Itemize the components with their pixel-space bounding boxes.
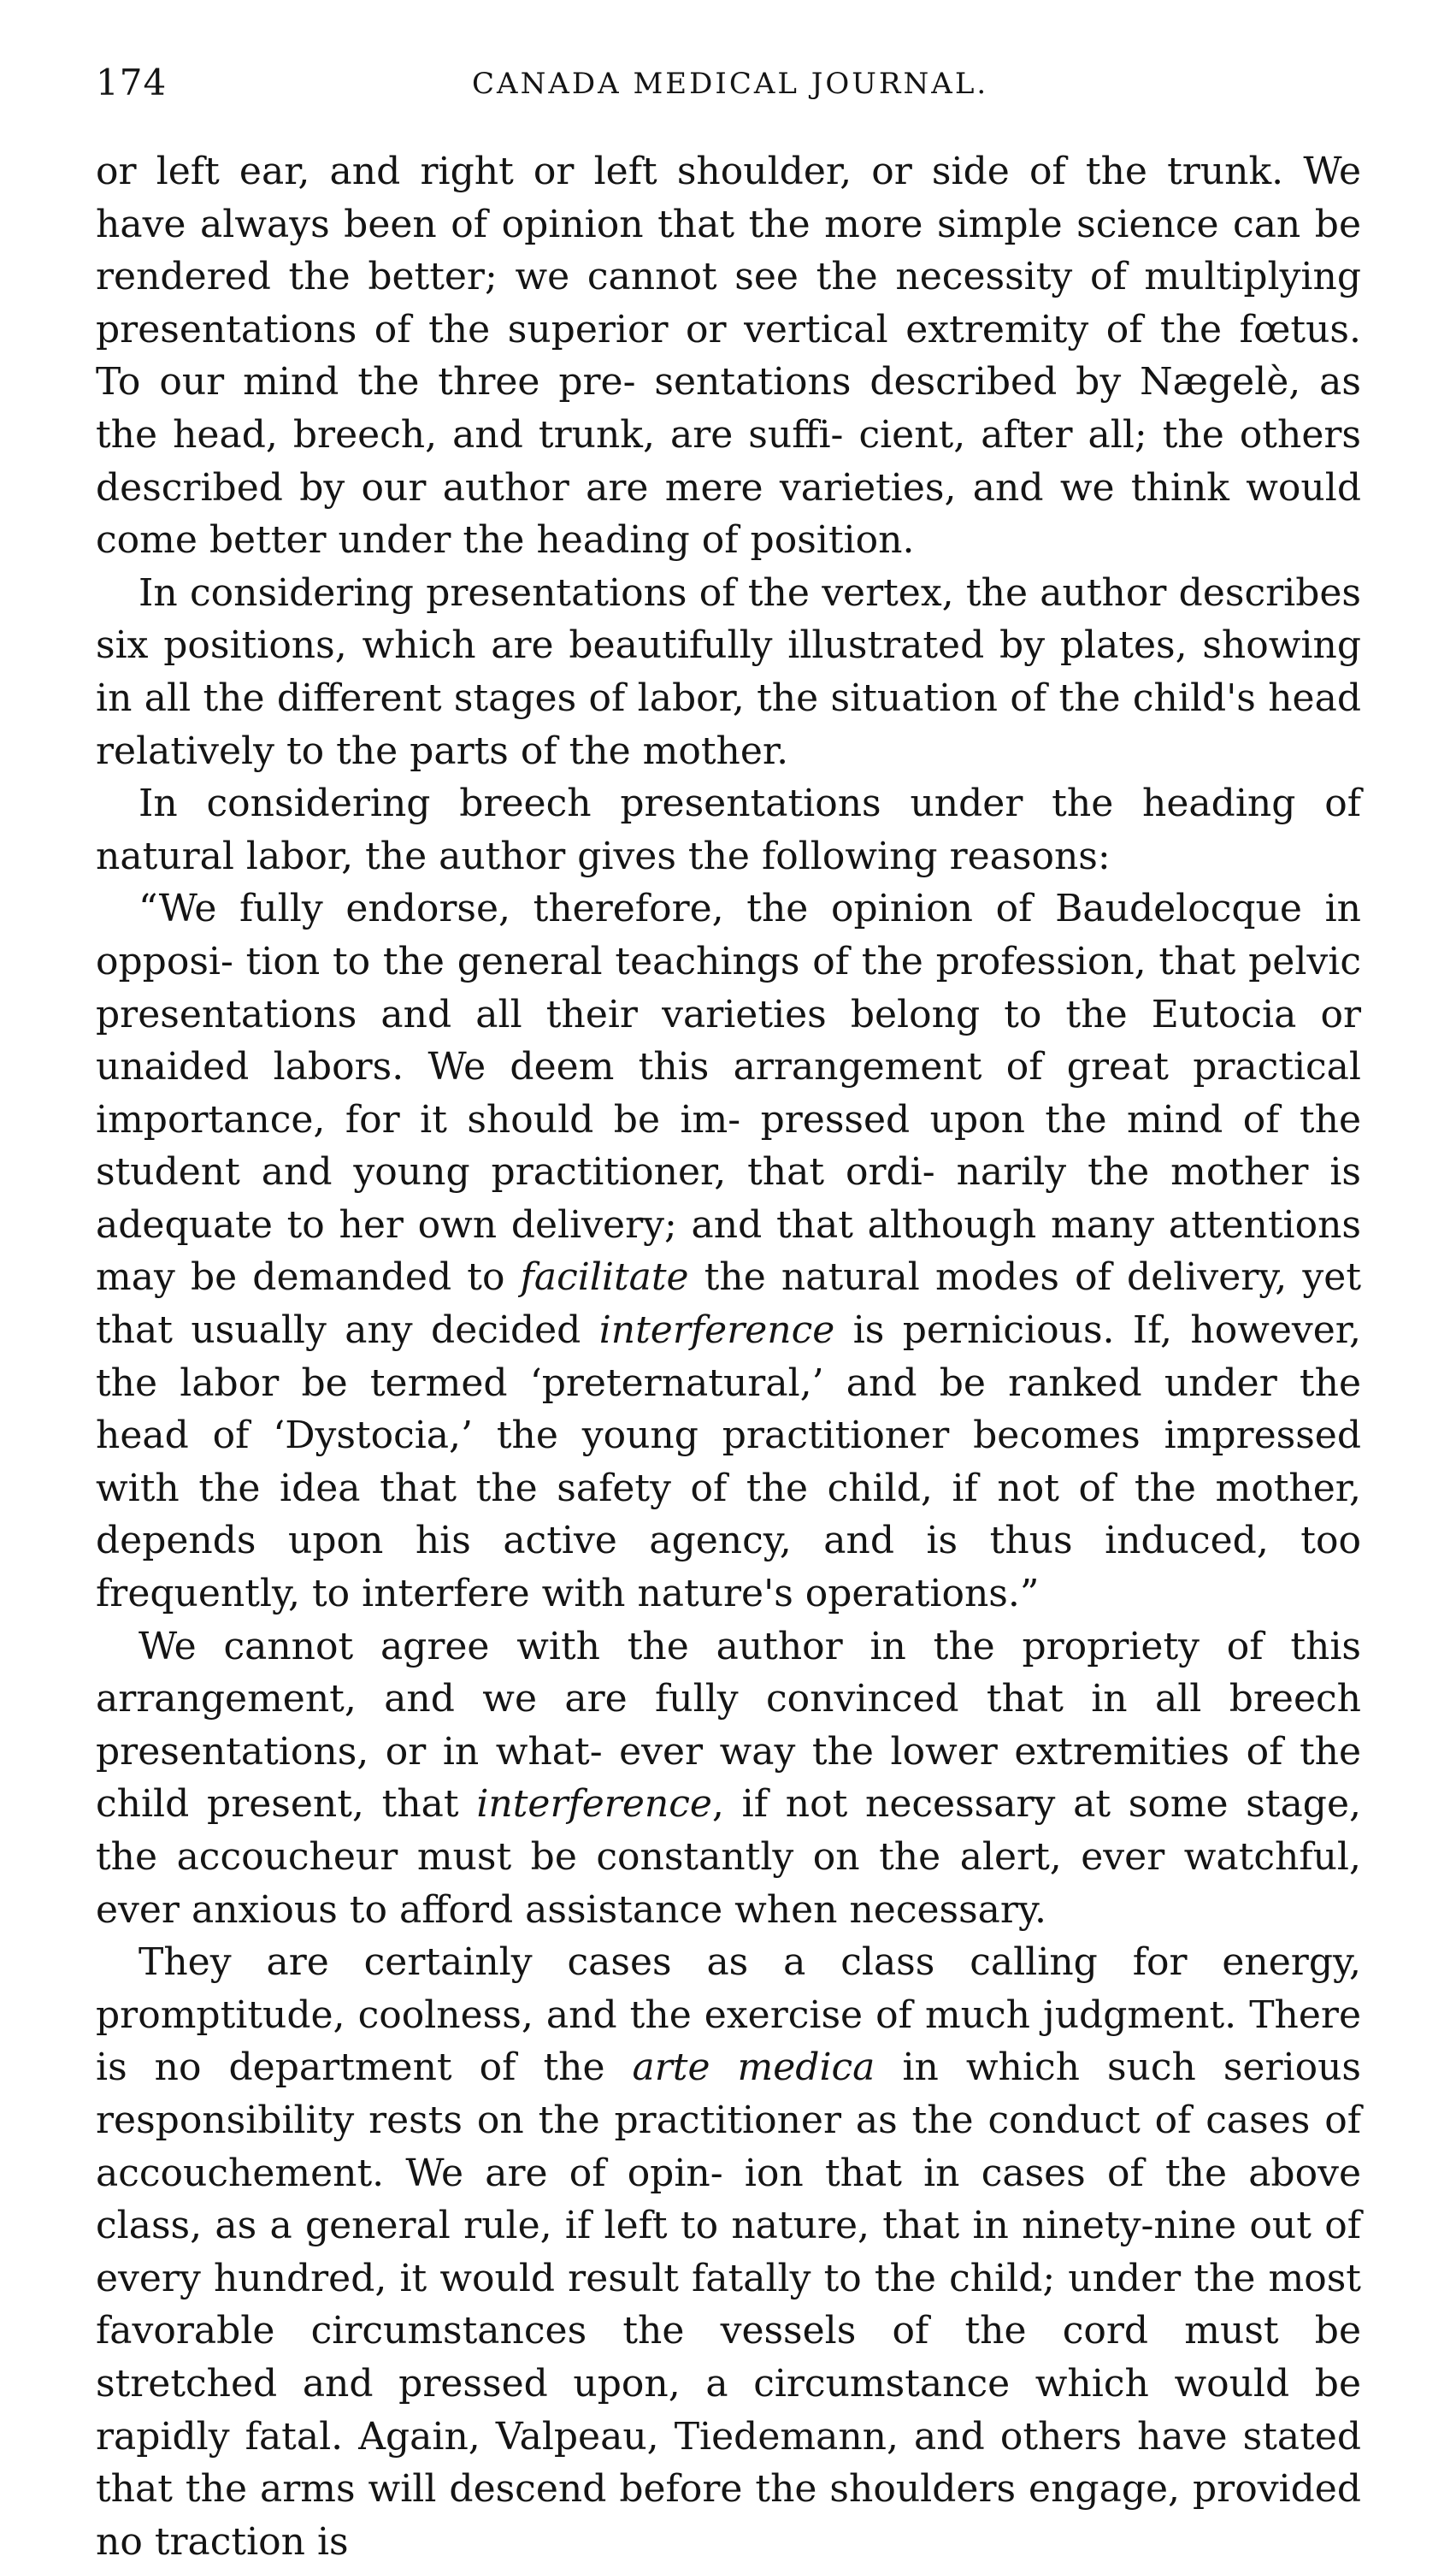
page-header bbox=[96, 62, 1361, 121]
text-line: better; we cannot see the necessity of multiplying presentations of the bbox=[96, 255, 1361, 351]
text-line: we think would come better under the heading of position. bbox=[96, 465, 1361, 563]
text-line: idea that the safety of the child, if not of the mother, depends upon his bbox=[96, 1466, 1361, 1563]
text-line: pressed upon the mind of the student and young practitioner, that ordi- bbox=[96, 1097, 1361, 1195]
text-line: head of ‘Dystocia,’ the young practitioner becomes impressed with the bbox=[96, 1414, 1361, 1510]
text-line: In considering presentations of the vertex, the author describes six bbox=[96, 570, 1361, 668]
paragraph bbox=[96, 1620, 1361, 1937]
text-line: rapidly fatal. Again, Valpeau, Tiedemann, and others have stated that the bbox=[96, 2414, 1361, 2512]
text-line: always been of opinion that the more simple science can be rendered the bbox=[96, 202, 1361, 299]
text-line: ion that in cases of the above class, as a general rule, if left to nature, bbox=[96, 2151, 1361, 2248]
journal-page bbox=[96, 62, 1361, 2568]
text-line: In considering breech presentations under the heading of natural labor, bbox=[96, 782, 1361, 878]
paragraph bbox=[96, 567, 1361, 777]
paragraph bbox=[96, 145, 1361, 567]
text-line: and we are fully convinced that in all breech presentations, or in what- bbox=[96, 1677, 1361, 1774]
text-line: different stages of labor, the situation of the child's head relatively to bbox=[96, 676, 1361, 773]
text-line: cord must be stretched and pressed upon, a circumstance which would be bbox=[96, 2309, 1361, 2406]
text-line: coolness, and the exercise of much judgment. There is no department bbox=[96, 1992, 1361, 2090]
text-line: active agency, and is thus induced, too frequently, to interfere with bbox=[96, 1519, 1361, 1616]
text-line: alert, ever watchful, ever anxious to afford assistance when necessary. bbox=[96, 1835, 1361, 1932]
text-line: that in ninety-nine out of every hundred, it would result fatally to bbox=[96, 2204, 1361, 2300]
text-line: positions, which are beautifully illustrated by plates, showing in all the bbox=[96, 623, 1361, 720]
text-line: narily the mother is adequate to her own delivery; and that although bbox=[96, 1150, 1361, 1247]
page-number: 174 bbox=[96, 62, 168, 103]
body-text bbox=[96, 145, 1361, 2568]
text-line: superior or vertical extremity of the fœtus. To our mind the three pre- bbox=[96, 307, 1362, 404]
text-line: practitioner as the conduct of cases of accouchement. We are of opin- bbox=[96, 2098, 1361, 2195]
text-line: the parts of the mother. bbox=[336, 729, 789, 773]
text-line: many attentions may be demanded to facilitate the natural modes of bbox=[96, 1202, 1361, 1300]
text-line: sentations described by Nægelè, as the head, breech, and trunk, are suffi- bbox=[96, 360, 1361, 457]
text-line: They are certainly cases as a class calling for energy, promptitude, bbox=[96, 1940, 1361, 2037]
text-line: and all their varieties belong to the Eutocia or unaided labors. We bbox=[96, 992, 1361, 1089]
text-line: “We fully endorse, therefore, the opinion of Baudelocque in opposi- bbox=[96, 887, 1361, 983]
text-line: or left ear, and right or left shoulder, or side of the trunk. We have bbox=[96, 150, 1361, 246]
quotation-paragraph bbox=[96, 883, 1361, 1620]
text-line: ever way the lower extremities of the child present, that interference, if bbox=[96, 1729, 1362, 1827]
text-line: not necessary at some stage, the accoucheur must be constantly on the bbox=[96, 1782, 1361, 1879]
paragraph bbox=[96, 777, 1361, 883]
text-line: nature's operations.” bbox=[637, 1572, 1040, 1616]
text-line: deem this arrangement of great practical importance, for it should be im- bbox=[96, 1045, 1361, 1142]
text-line: of the arte medica in which such serious responsibility rests on the bbox=[96, 2046, 1361, 2142]
text-line: We cannot agree with the author in the propriety of this arrangement, bbox=[96, 1624, 1361, 1721]
text-line: the child; under the most favorable circumstances the vessels of the bbox=[96, 2256, 1361, 2353]
text-line: cient, after all; the others described by our author are mere varieties, and bbox=[96, 412, 1361, 510]
text-line: however, the labor be termed ‘preternatural,’ and be ranked under the bbox=[96, 1308, 1361, 1405]
running-title: CANADA MEDICAL JOURNAL. bbox=[472, 67, 989, 101]
paragraph bbox=[96, 1936, 1361, 2568]
text-line: delivery, yet that usually any decided interference is pernicious. If, bbox=[96, 1255, 1361, 1353]
text-line: the author gives the following reasons: bbox=[365, 834, 1111, 878]
text-line: tion to the general teachings of the profession, that pelvic presentations bbox=[96, 939, 1361, 1036]
text-line: arms will descend before the shoulders engage, provided no traction is bbox=[96, 2467, 1361, 2564]
